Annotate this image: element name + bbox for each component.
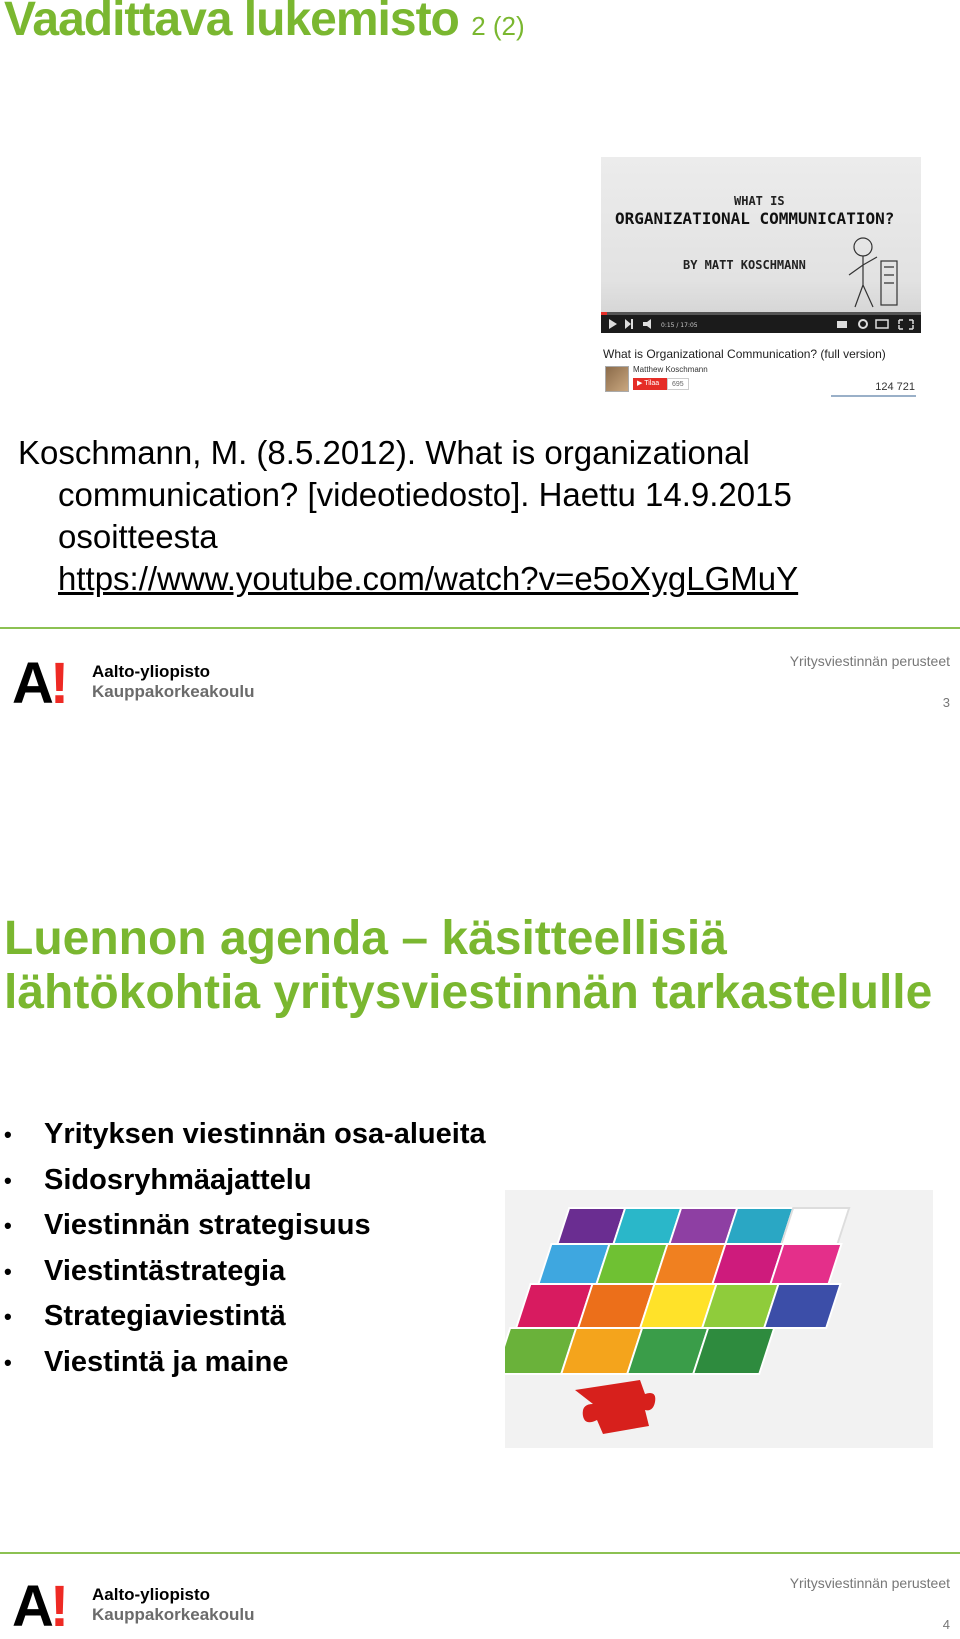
reference-citation — [18, 432, 918, 600]
page-number-slide3: 3 — [942, 695, 950, 710]
channel-name[interactable]: Matthew Koschmann — [633, 365, 708, 374]
video-frame[interactable] — [601, 157, 921, 333]
like-ratio-bar — [831, 395, 916, 397]
reference-link[interactable]: https://www.youtube.com/watch?v=e5oXygLGMuY — [58, 560, 799, 597]
video-control-icons — [601, 315, 921, 333]
fullscreen-icon — [899, 320, 913, 329]
logo-university: Aalto-yliopisto — [92, 1585, 211, 1604]
channel-avatar[interactable] — [605, 366, 629, 392]
jigsaw-puzzle-icon — [505, 1190, 933, 1448]
slide3-title-text: Vaadittava lukemisto — [4, 0, 459, 46]
list-item: • Viestintästrategia — [0, 1249, 486, 1295]
youtube-icon: ▶ — [637, 380, 643, 387]
view-count: 124 721 — [875, 381, 915, 393]
bullet-icon: • — [4, 1258, 12, 1284]
subscribe-label: Tilaa — [644, 380, 660, 387]
bullet-icon: • — [4, 1304, 12, 1329]
footer-rule-slide3 — [0, 627, 960, 629]
list-item: • Viestinnän strategisuus — [0, 1203, 486, 1249]
video-thumbnail[interactable] — [601, 157, 921, 397]
bullet-icon: • — [4, 1167, 12, 1193]
puzzle-image — [505, 1190, 933, 1448]
subscribe-button[interactable] — [633, 378, 667, 390]
bullet-icon: • — [4, 1122, 12, 1147]
list-item: • Strategiaviestintä — [0, 1294, 486, 1340]
logo-school: Kauppakorkeakoulu — [92, 682, 255, 701]
play-icon — [609, 319, 617, 329]
course-name-slide3: Yritysviestinnän perusteet — [789, 653, 950, 669]
video-title[interactable]: What is Organizational Communication? (full version) — [603, 347, 886, 361]
bullet-icon: • — [4, 1213, 12, 1238]
red-loose-piece — [575, 1380, 655, 1434]
list-item: • Sidosryhmäajattelu — [0, 1158, 486, 1204]
aalto-a-icon: A! — [12, 651, 66, 716]
aalto-a-icon: A! — [12, 1574, 66, 1639]
aalto-logo-slide4 — [12, 1574, 272, 1639]
logo-university: Aalto-yliopisto — [92, 662, 211, 681]
page-number-slide4: 4 — [942, 1617, 950, 1632]
course-name-slide4: Yritysviestinnän perusteet — [789, 1575, 950, 1591]
settings-icon — [859, 320, 867, 328]
footer-rule-slide4 — [0, 1552, 960, 1554]
list-item: • Yrityksen viestinnän osa-alueita — [0, 1112, 486, 1158]
sketch-text-author: BY MATT KOSCHMANN — [683, 258, 806, 272]
slide3-title — [4, 0, 525, 47]
video-time: 0:15 / 17:05 — [661, 322, 698, 329]
agenda-list — [0, 1112, 486, 1385]
list-item: • Viestintä ja maine — [0, 1340, 486, 1386]
subscriber-count: 695 — [667, 378, 689, 390]
next-icon — [625, 319, 631, 329]
sketch-text-what-is: WHAT IS — [734, 194, 785, 208]
bullet-icon: • — [4, 1349, 12, 1375]
logo-school: Kauppakorkeakoulu — [92, 1605, 255, 1624]
theater-icon — [876, 320, 888, 328]
aalto-logo-slide3 — [12, 651, 272, 716]
video-controls — [601, 312, 921, 333]
reference-line-2: communication? [videotiedosto]. Haettu 14.9.2015 — [58, 476, 792, 513]
video-sketch — [601, 157, 921, 333]
volume-icon — [643, 319, 651, 329]
sketch-text-title: ORGANIZATIONAL COMMUNICATION? — [615, 209, 895, 228]
slide3-title-pagecount: 2 (2) — [471, 11, 525, 41]
slide4-title: Luennon agenda – käsitteellisiä lähtökohtia yritysviestinnän tarkastelulle — [4, 912, 933, 1019]
reference-line-3: osoitteesta — [58, 518, 218, 555]
reference-line-1: Koschmann, M. (8.5.2012). What is organizational — [18, 434, 750, 471]
sketch-figure — [849, 238, 897, 307]
subtitles-icon — [837, 321, 847, 328]
